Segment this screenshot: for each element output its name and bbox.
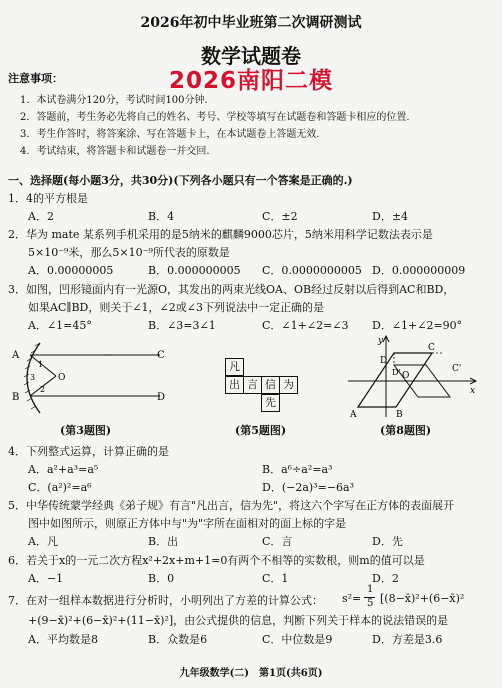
net-cell-xin: 信 (261, 376, 280, 394)
fig8-axis-x: x (470, 386, 476, 396)
fig3-label-c: C (157, 350, 165, 361)
q4-option-d: D．(−2a)³=−6a³ (262, 481, 354, 494)
figure-3-diagram (10, 338, 170, 418)
q2-option-c: C．0.0000000005 (262, 264, 362, 277)
q6-option-d: D．2 (372, 572, 399, 585)
fig3-label-o: O (58, 373, 66, 383)
fig8-axis-y: y (378, 336, 384, 346)
q3-line-2: 如果AC∥BD，则关于∠1，∠2或∠3下列说法中一定正确的是 (28, 301, 324, 314)
fig3-angle-1: 1 (38, 360, 44, 369)
q6-option-a: A．−1 (28, 572, 64, 585)
exam-title: 2026年初中毕业班第二次调研测试 (140, 15, 362, 31)
q5-option-c: C．言 (262, 535, 293, 548)
figure-5-caption: (第5题图) (235, 424, 287, 437)
fig8-label-o: O (402, 371, 410, 381)
q4-option-b: B．a⁶÷a²=a³ (262, 463, 333, 476)
q7-fraction-denominator: 5 (367, 598, 374, 609)
q5-option-a: A．凡 (28, 535, 58, 548)
note-item-3: 3．考生作答时，将答案涂、写在答题卡上，在本试题卷上答题无效. (20, 129, 320, 140)
fig8-label-d-prime: D' (392, 368, 401, 377)
fig8-label-b: B (396, 410, 403, 420)
q7-line-1: 7．在对一组样本数据进行分析时，小明列出了方差的计算公式： (8, 594, 323, 607)
fig3-angle-2: 2 (40, 385, 46, 394)
net-cell-xian: 先 (261, 394, 280, 412)
q3-option-d: D．∠1+∠2=90° (372, 319, 463, 332)
q1-stem: 1．4的平方根是 (8, 192, 88, 205)
q5-line-2: 图中如图所示，则原正方体中与"为"字所在面相对的面上标的字是 (28, 517, 347, 530)
section-heading: 一、选择题(每小题3分，共30分)(下列各小题只有一个答案是正确的.) (8, 174, 353, 187)
q3-option-a: A．∠1=45° (28, 319, 92, 332)
watermark-stamp: 2026南阳二模 (168, 68, 333, 94)
net-cell-wei: 为 (279, 376, 298, 394)
q4-option-c: C．(a²)²=a⁶ (28, 481, 92, 494)
q7-formula-s2: s²= (342, 592, 362, 605)
figure-8-diagram (340, 333, 480, 421)
q7-fraction-numerator: 1 (367, 584, 374, 595)
note-item-4: 4．考试结束，将答题卡和试题卷一并交回. (20, 146, 210, 157)
q1-option-c: C．±2 (262, 210, 298, 223)
q7-line-2: +(9−x̄)²+(6−x̄)²+(11−x̄)²]，由公式提供的信息，判断下列关于样本的说法错误的是 (28, 614, 449, 627)
q1-option-b: B．4 (148, 210, 175, 223)
q4-stem: 4．下列整式运算，计算正确的是 (8, 445, 169, 458)
fig8-label-d: D (380, 356, 388, 366)
note-item-2: 2．答题前，考生务必先将自己的姓名、考号、学校等填写在试题卷和答题卡相应的位置. (20, 112, 410, 123)
note-item-1: 1．本试卷满分120分，考试时间100分钟. (20, 95, 208, 106)
q6-option-b: B．0 (148, 572, 175, 585)
fig3-angle-3: 3 (30, 373, 36, 382)
q2-line-2: 5×10⁻⁹米，那么5×10⁻⁹所代表的原数是 (28, 246, 230, 259)
fig8-label-c: C (428, 343, 435, 353)
fig3-label-a: A (12, 350, 20, 361)
figure-3-caption: (第3题图) (60, 424, 112, 437)
paper-title: 数学试题卷 (201, 44, 301, 68)
q5-option-d: D．先 (372, 535, 403, 548)
net-cell-yan: 言 (243, 376, 262, 394)
page-footer: 九年级数学(二) 第1页(共6页) (179, 668, 323, 679)
fig3-label-b: B (12, 392, 20, 403)
q1-option-d: D．±4 (372, 210, 409, 223)
q6-option-c: C．1 (262, 572, 289, 585)
fig3-label-d: D (157, 392, 166, 403)
net-cell-fan: 凡 (225, 358, 244, 376)
q2-option-a: A．0.00000005 (28, 264, 114, 277)
q7-option-c: C．中位数是9 (262, 633, 333, 646)
fig8-label-c-prime: C' (452, 364, 462, 374)
q2-option-b: B．0.000000005 (148, 264, 241, 277)
net-cell-chu: 出 (225, 376, 244, 394)
q3-line-1: 3．如图，凹形镜面内有一光源O，其发出的两束光线OA、OB经过反射以后得到AC和BD， (8, 283, 455, 296)
q5-option-b: B．出 (148, 535, 179, 548)
q7-option-b: B．众数是6 (148, 633, 208, 646)
figure-8-caption: (第8题图) (380, 424, 432, 437)
notes-heading: 注意事项： (8, 72, 63, 85)
q1-option-a: A．2 (28, 210, 54, 223)
q4-option-a: A．a²+a³=a⁵ (28, 463, 99, 476)
fig8-label-a: A (350, 410, 357, 420)
q3-option-c: C．∠1+∠2=∠3 (262, 319, 349, 332)
q6-stem: 6．若关于x的一元二次方程x²+2x+m+1=0有两个不相等的实数根，则m的值可以是 (8, 554, 425, 567)
q7-option-a: A．平均数是8 (28, 633, 98, 646)
q2-option-d: D．0.000000009 (372, 264, 466, 277)
q7-formula-rest: [(8−x̄)²+(6−x̄)² (380, 592, 465, 605)
q7-option-d: D．方差是3.6 (372, 633, 443, 646)
q3-option-b: B．∠3=3∠1 (148, 319, 216, 332)
q2-line-1: 2．华为 mate 某系列手机采用的是5纳米的麒麟9000芯片，5纳米用科学记数法表示是 (8, 228, 433, 241)
q5-line-1: 5．中华传统蒙学经典《弟子规》有言"凡出言，信为先"，将这六个字写在正方体的表面展开 (8, 499, 455, 512)
